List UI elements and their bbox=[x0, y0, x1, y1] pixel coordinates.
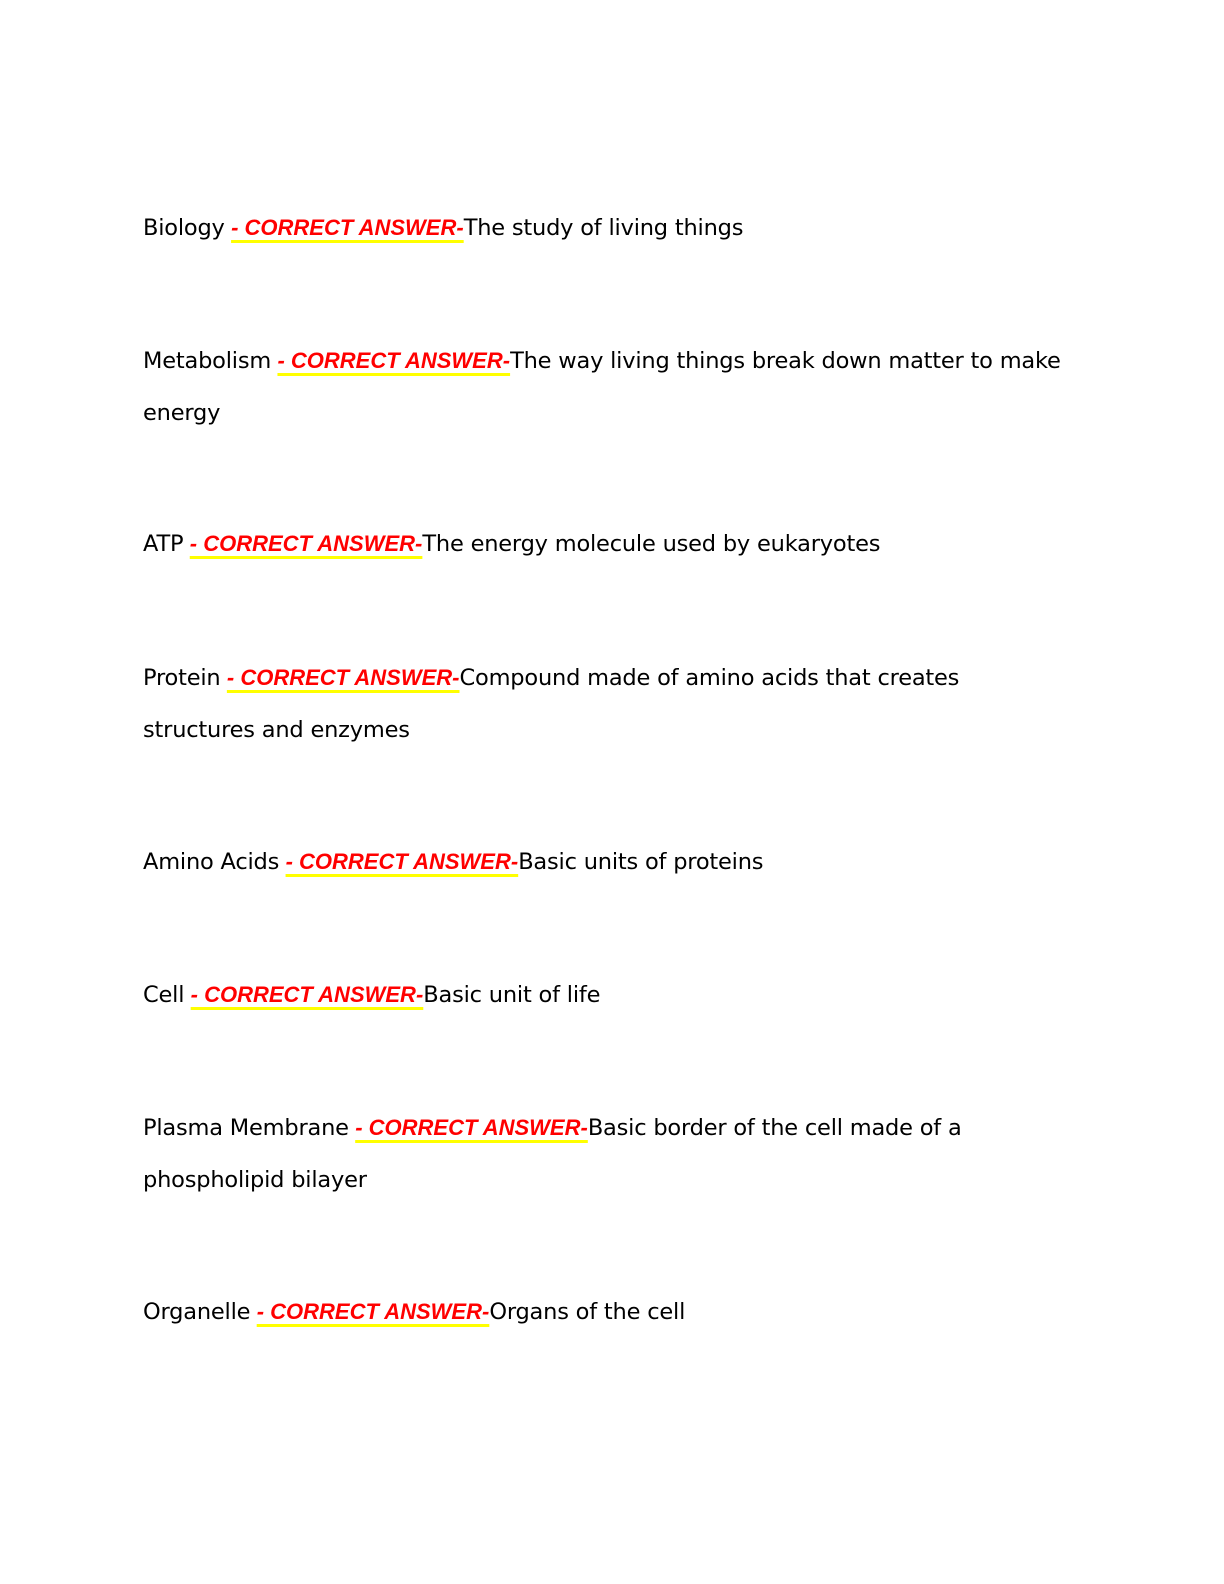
correct-answer-marker: - CORRECT ANSWER- bbox=[256, 1299, 490, 1324]
entry-plasma-membrane bbox=[143, 1102, 1073, 1206]
entry-definition: Organs of the cell bbox=[489, 1299, 686, 1325]
entry-metabolism bbox=[143, 335, 1073, 439]
entry-definition: Basic units of proteins bbox=[518, 849, 764, 875]
entry-term: Cell bbox=[143, 982, 185, 1008]
correct-answer-marker: - CORRECT ANSWER- bbox=[231, 215, 464, 240]
entry-term: Amino Acids bbox=[143, 849, 280, 875]
entry-protein bbox=[143, 652, 1073, 756]
correct-answer-marker: - CORRECT ANSWER- bbox=[226, 665, 460, 690]
entry-cell bbox=[143, 969, 1073, 1021]
correct-answer-marker: - CORRECT ANSWER- bbox=[355, 1115, 588, 1140]
entry-term: Organelle bbox=[143, 1299, 251, 1325]
entry-term: Plasma Membrane bbox=[143, 1115, 349, 1141]
entry-term: Biology bbox=[143, 215, 225, 241]
entry-definition: The study of living things bbox=[463, 215, 744, 241]
correct-answer-marker: - CORRECT ANSWER- bbox=[277, 348, 511, 373]
entry-amino-acids bbox=[143, 836, 1073, 888]
entry-definition: Basic border of the cell made of a phospholipid bilayer bbox=[143, 1115, 962, 1193]
entry-organelle bbox=[143, 1286, 1073, 1338]
entry-term: ATP bbox=[143, 531, 184, 557]
entry-term: Metabolism bbox=[143, 348, 272, 374]
correct-answer-marker: - CORRECT ANSWER- bbox=[285, 849, 519, 874]
entry-definition: The way living things break down matter to make energy bbox=[143, 348, 1061, 426]
entry-definition: Compound made of amino acids that creates structures and enzymes bbox=[143, 665, 960, 743]
entry-definition: Basic unit of life bbox=[423, 982, 601, 1008]
entry-term: Protein bbox=[143, 665, 221, 691]
entry-biology bbox=[143, 202, 1073, 254]
correct-answer-marker: - CORRECT ANSWER- bbox=[190, 982, 424, 1007]
entry-definition: The energy molecule used by eukaryotes bbox=[422, 531, 881, 557]
correct-answer-marker: - CORRECT ANSWER- bbox=[189, 531, 423, 556]
entry-atp bbox=[143, 518, 1073, 570]
